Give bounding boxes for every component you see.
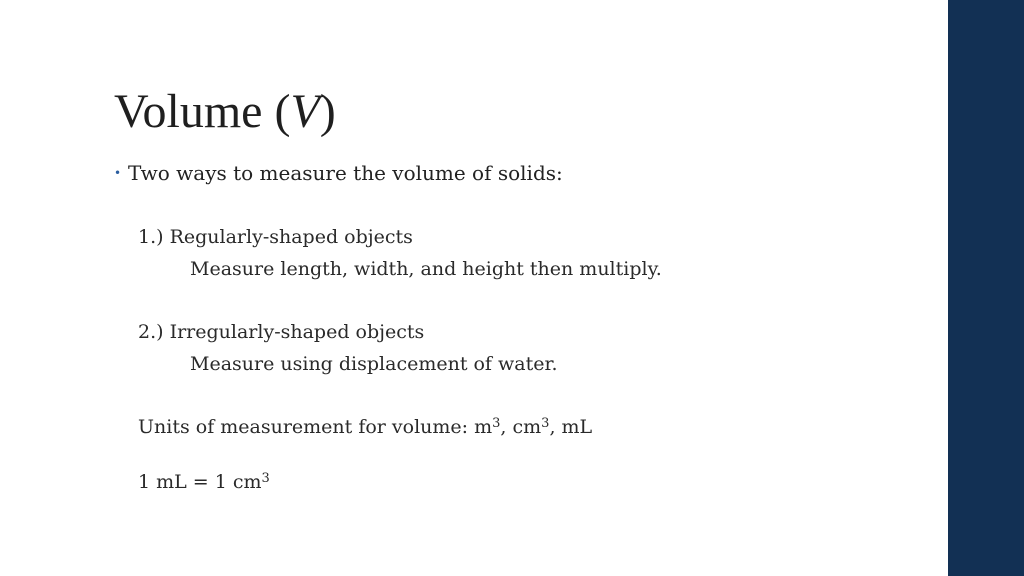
equivalence-exp: 3 [261,471,270,486]
equivalence-line [138,468,270,496]
units-suffix: , mL [549,416,593,438]
units-exp-1: 3 [492,416,501,431]
side-accent-bar [948,0,1024,576]
title-text: Volume ( [114,85,291,138]
units-exp-2: 3 [541,416,550,431]
bullet-dot-icon: • [114,166,122,180]
units-mid: , cm [500,416,542,438]
equivalence-text: 1 mL = 1 cm [138,471,262,493]
title-variable: V [290,85,320,138]
item-2-detail: Measure using displacement of water. [190,353,558,375]
item-2-heading: 2.) Irregularly-shaped objects [138,321,425,343]
units-line [138,413,592,441]
item-1-heading: 1.) Regularly-shaped objects [138,226,413,248]
bullet-text: Two ways to measure the volume of solids: [128,161,563,185]
title-close: ) [319,85,336,138]
bullet-item [114,158,563,188]
item-1-detail: Measure length, width, and height then multiply. [190,258,662,280]
slide-title [114,84,336,140]
units-prefix: Units of measurement for volume: m [138,416,493,438]
